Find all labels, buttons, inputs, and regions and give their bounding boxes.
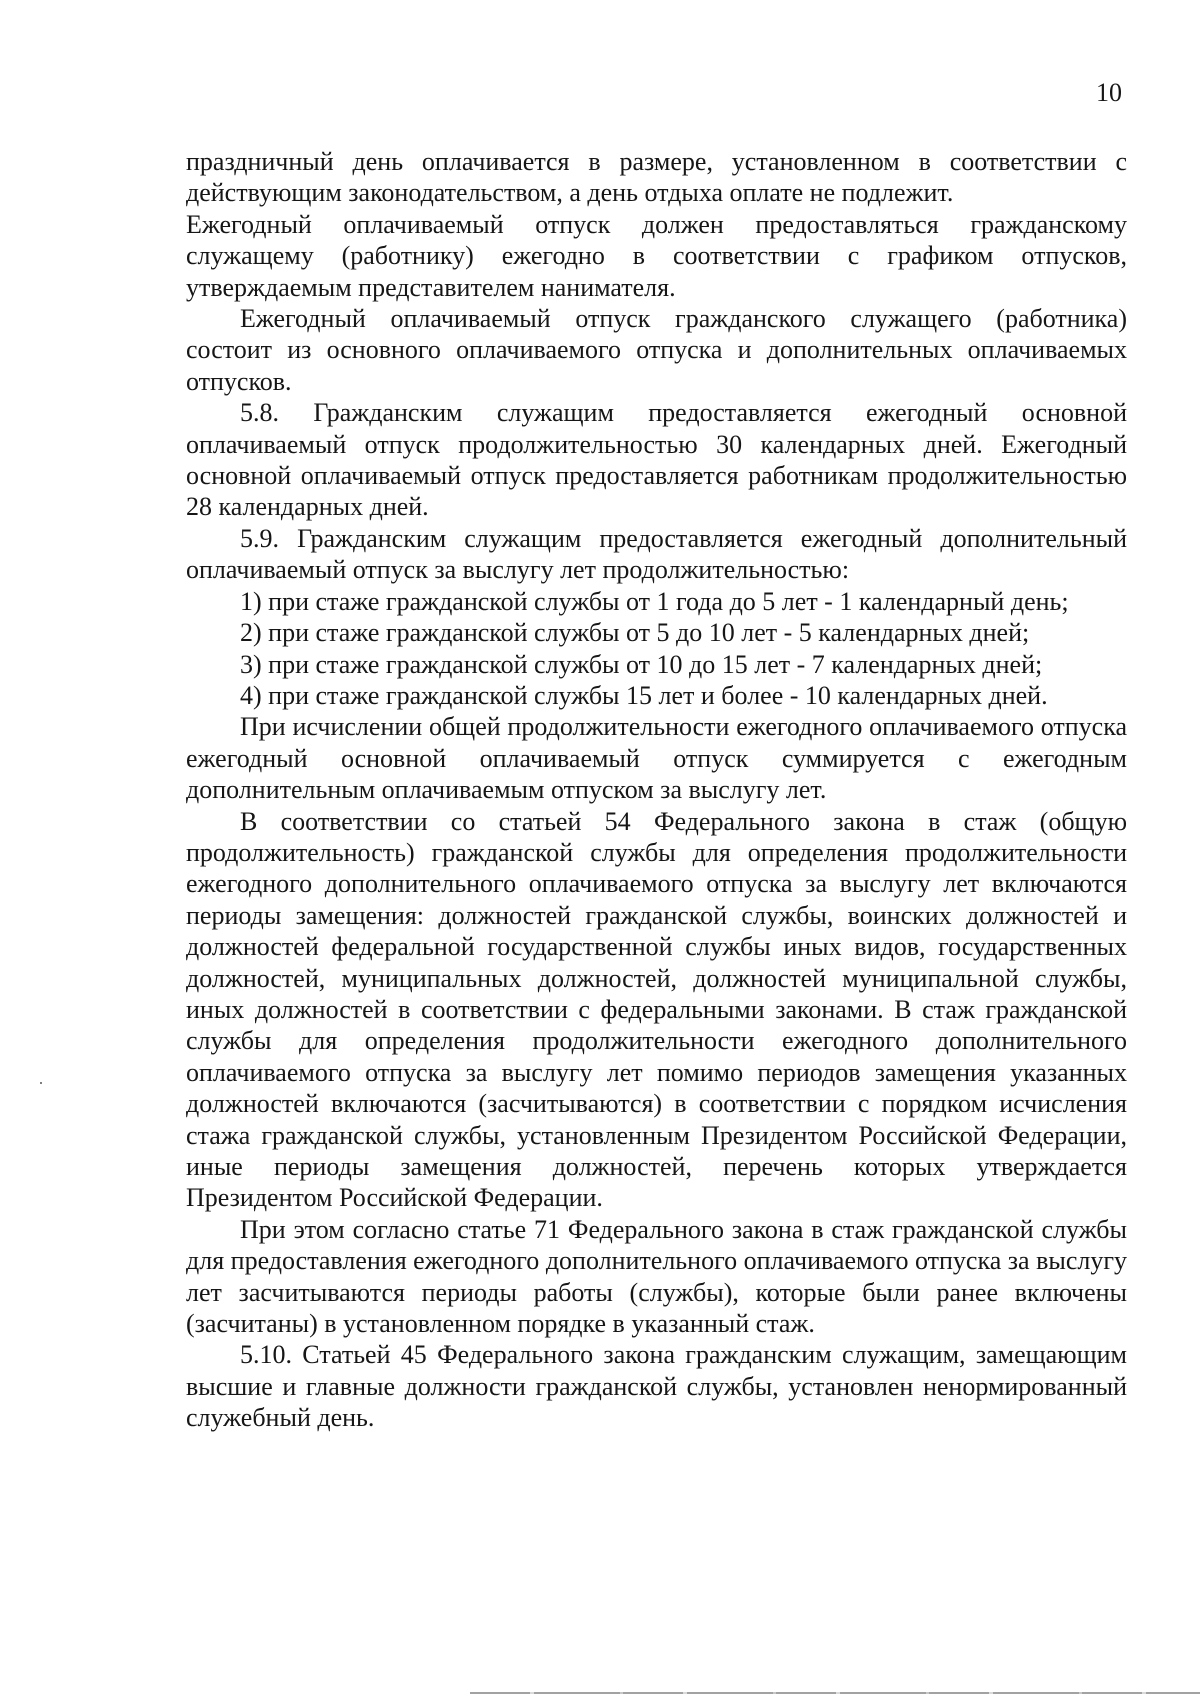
paragraph-5-8: 5.8. Гражданским служащим предоставляется ежегодный основной оплачиваемый отпуск продолжительностью 30 календарных дней. Ежегодный основной оплачиваемый отпуск предоставляется работникам продолжительностью 28 календарных дней. bbox=[186, 398, 1127, 522]
list-item-2: 2) при стаже гражданской службы от 5 до 10 лет - 5 календарных дней; bbox=[240, 618, 1030, 648]
paragraph-5-10: 5.10. Статьей 45 Федерального закона гражданским служащим, замещающим высшие и главные должности гражданской службы, установлен ненормированный служебный день. bbox=[186, 1340, 1127, 1433]
paragraph-annual-leave-schedule: Ежегодный оплачиваемый отпуск должен предоставляться гражданскому служащему (работнику) ежегодно в соответствии с графиком отпусков, утверждаемым представителем нанимателя. bbox=[186, 209, 1127, 302]
paragraph-article-71: При этом согласно статье 71 Федерального закона в стаж гражданской службы для предоставления ежегодного дополнительного оплачиваемого отпуска за выслугу лет засчитываются периоды работы (службы), которые были ранее включены (засчитаны) в установленном порядке в указанный стаж. bbox=[186, 1214, 1127, 1339]
scan-speck bbox=[40, 1082, 42, 1084]
list-item-3: 3) при стаже гражданской службы от 10 до 15 лет - 7 календарных дней; bbox=[240, 649, 1043, 679]
list-item-4: 4) при стаже гражданской службы 15 лет и более - 10 календарных дней. bbox=[240, 680, 1048, 710]
paragraph-holiday-pay: праздничный день оплачивается в размере, установленном в соответствии с действующим законодательством, а день отдыха оплате не подлежит. bbox=[186, 147, 1127, 208]
paragraph-leave-summation: При исчислении общей продолжительности ежегодного оплачиваемого отпуска ежегодный основной оплачиваемый отпуск суммируется с ежегодным дополнительным оплачиваемым отпуском за выслугу лет. bbox=[186, 712, 1127, 805]
list-item-1: 1) при стаже гражданской службы от 1 года до 5 лет - 1 календарный день; bbox=[240, 586, 1069, 616]
bottom-scan-edge bbox=[470, 1692, 1200, 1694]
document-body bbox=[186, 146, 1127, 1434]
paragraph-article-54: В соответствии со статьей 54 Федерального закона в стаж (общую продолжительность) гражданской службы для определения продолжительности ежегодного дополнительного оплачиваемого отпуска за выслугу лет включаются периоды замещения: должностей гражданской службы, воинских должностей и должностей федеральной государственной службы иных видов, государственных должностей, муниципальных должностей, должностей муниципальной службы, иных должностей в соответствии с федеральными законами. В стаж гражданской службы для определения продолжительности ежегодного дополнительного оплачиваемого отпуска за выслугу лет помимо периодов замещения указанных должностей включаются (засчитываются) в соответствии с порядком исчисления стажа гражданской службы, установленным Президентом Российской Федерации, иные периоды замещения должностей, перечень которых утверждается Президентом Российской Федерации. bbox=[186, 806, 1127, 1213]
paragraph-5-9: 5.9. Гражданским служащим предоставляется ежегодный дополнительный оплачиваемый отпуск за выслугу лет продолжительностью: bbox=[186, 523, 1127, 585]
paragraph-leave-composition: Ежегодный оплачиваемый отпуск гражданского служащего (работника) состоит из основного оплачиваемого отпуска и дополнительных оплачиваемых отпусков. bbox=[186, 304, 1127, 396]
page-number: 10 bbox=[1096, 78, 1122, 107]
